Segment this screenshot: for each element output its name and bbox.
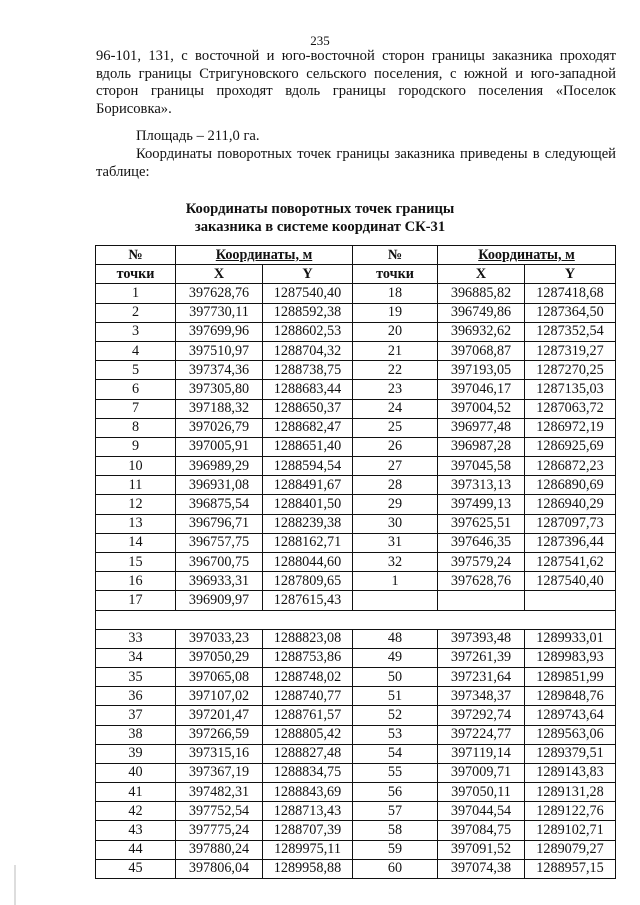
table-cell: 397752,54 bbox=[176, 802, 263, 821]
table-row bbox=[96, 783, 616, 802]
table-cell: 1287352,54 bbox=[525, 322, 616, 341]
table-cell: 1289143,83 bbox=[525, 763, 616, 782]
table-row bbox=[96, 553, 616, 572]
table-cell: 1288592,38 bbox=[263, 303, 353, 322]
table-cell: 397045,58 bbox=[438, 457, 525, 476]
table-cell: 1289131,28 bbox=[525, 783, 616, 802]
table-cell: 396931,08 bbox=[176, 476, 263, 495]
table-cell: 1287541,62 bbox=[525, 553, 616, 572]
table-cell: 397313,13 bbox=[438, 476, 525, 495]
table-cell: 7 bbox=[96, 399, 176, 418]
table-cell: 396989,29 bbox=[176, 457, 263, 476]
table-cell: 1 bbox=[353, 572, 438, 591]
table-row bbox=[96, 648, 616, 667]
table-cell: 397775,24 bbox=[176, 821, 263, 840]
page-number: 235 bbox=[310, 33, 330, 48]
table-cell: 397119,14 bbox=[438, 744, 525, 763]
table-cell: 1288834,75 bbox=[263, 763, 353, 782]
table-cell: 1287135,03 bbox=[525, 380, 616, 399]
table-cell: 397579,24 bbox=[438, 553, 525, 572]
table-cell: 1287364,50 bbox=[525, 303, 616, 322]
table-cell: 1287270,25 bbox=[525, 361, 616, 380]
table-cell: 51 bbox=[353, 687, 438, 706]
table-cell: 59 bbox=[353, 840, 438, 859]
table-cell: 397393,48 bbox=[438, 629, 525, 648]
table-cell: 3 bbox=[96, 322, 176, 341]
table-cell: 37 bbox=[96, 706, 176, 725]
table-cell: 1289563,06 bbox=[525, 725, 616, 744]
table-cell: 17 bbox=[96, 591, 176, 610]
table-cell: 397482,31 bbox=[176, 783, 263, 802]
table-cell: 13 bbox=[96, 514, 176, 533]
table-cell: 54 bbox=[353, 744, 438, 763]
table-cell: 397046,17 bbox=[438, 380, 525, 399]
header-x-left: X bbox=[176, 265, 263, 284]
table-cell: 38 bbox=[96, 725, 176, 744]
table-cell: 397367,19 bbox=[176, 763, 263, 782]
header-coords-right: Координаты, м bbox=[438, 246, 616, 265]
table-cell: 10 bbox=[96, 457, 176, 476]
table-cell: 397193,05 bbox=[438, 361, 525, 380]
header-y-left: Y bbox=[263, 265, 353, 284]
table-cell: 397050,11 bbox=[438, 783, 525, 802]
table-row bbox=[96, 840, 616, 859]
table-cell: 1288827,48 bbox=[263, 744, 353, 763]
table-cell: 1287319,27 bbox=[525, 341, 616, 360]
separator-cell bbox=[96, 610, 616, 629]
table-cell: 16 bbox=[96, 572, 176, 591]
table-cell: 397628,76 bbox=[438, 572, 525, 591]
table-row bbox=[96, 418, 616, 437]
table-cell: 1288738,75 bbox=[263, 361, 353, 380]
table-cell: 1288805,42 bbox=[263, 725, 353, 744]
table-cell: 396977,48 bbox=[438, 418, 525, 437]
table-cell: 29 bbox=[353, 495, 438, 514]
header-x-right: X bbox=[438, 265, 525, 284]
table-cell: 23 bbox=[353, 380, 438, 399]
table-cell: 33 bbox=[96, 629, 176, 648]
table-cell: 397005,91 bbox=[176, 437, 263, 456]
table-cell: 1288239,38 bbox=[263, 514, 353, 533]
table-cell: 397261,39 bbox=[438, 648, 525, 667]
table-cell: 397068,87 bbox=[438, 341, 525, 360]
table-cell: 48 bbox=[353, 629, 438, 648]
area-text: Площадь – 211,0 га. bbox=[136, 128, 260, 144]
table-cell: 58 bbox=[353, 821, 438, 840]
table-cell: 1289848,76 bbox=[525, 687, 616, 706]
table-cell: 25 bbox=[353, 418, 438, 437]
table-cell: 1288713,43 bbox=[263, 802, 353, 821]
table-cell: 396700,75 bbox=[176, 553, 263, 572]
table-cell: 1287396,44 bbox=[525, 533, 616, 552]
table-cell: 1289379,51 bbox=[525, 744, 616, 763]
table-cell: 2 bbox=[96, 303, 176, 322]
table-cell: 397806,04 bbox=[176, 859, 263, 878]
table-cell: 396885,82 bbox=[438, 284, 525, 303]
table-cell: 30 bbox=[353, 514, 438, 533]
header-y-right: Y bbox=[525, 265, 616, 284]
table-cell: 1288761,57 bbox=[263, 706, 353, 725]
table-title-line-2: заказника в системе координат СК-31 bbox=[194, 219, 446, 235]
table-cell: 1288823,08 bbox=[263, 629, 353, 648]
table-row bbox=[96, 284, 616, 303]
table-cell: 35 bbox=[96, 667, 176, 686]
table-row bbox=[96, 399, 616, 418]
table-cell: 56 bbox=[353, 783, 438, 802]
table-title-line-1: Координаты поворотных точек границы bbox=[185, 201, 455, 217]
table-cell: 27 bbox=[353, 457, 438, 476]
table-cell: 1289122,76 bbox=[525, 802, 616, 821]
table-cell: 397730,11 bbox=[176, 303, 263, 322]
table-row bbox=[96, 322, 616, 341]
table-cell: 1288162,71 bbox=[263, 533, 353, 552]
table-cell: 397266,59 bbox=[176, 725, 263, 744]
table-cell: 1289933,01 bbox=[525, 629, 616, 648]
table-cell: 32 bbox=[353, 553, 438, 572]
table-cell: 1289102,71 bbox=[525, 821, 616, 840]
table-cell: 1289079,27 bbox=[525, 840, 616, 859]
table-cell: 45 bbox=[96, 859, 176, 878]
table-cell: 1289851,99 bbox=[525, 667, 616, 686]
table-cell: 397315,16 bbox=[176, 744, 263, 763]
table-cell: 397044,54 bbox=[438, 802, 525, 821]
table-cell: 8 bbox=[96, 418, 176, 437]
table-cell: 397004,52 bbox=[438, 399, 525, 418]
table-cell: 1288843,69 bbox=[263, 783, 353, 802]
table-cell: 1288707,39 bbox=[263, 821, 353, 840]
table-cell: 1289983,93 bbox=[525, 648, 616, 667]
header-num-left: № bbox=[96, 246, 176, 265]
table-cell: 1286972,19 bbox=[525, 418, 616, 437]
header-points-left: точки bbox=[96, 265, 176, 284]
table-cell: 397646,35 bbox=[438, 533, 525, 552]
table-row bbox=[96, 763, 616, 782]
table-cell: 52 bbox=[353, 706, 438, 725]
table-cell: 21 bbox=[353, 341, 438, 360]
table-cell: 397026,79 bbox=[176, 418, 263, 437]
table-cell: 1286925,69 bbox=[525, 437, 616, 456]
table-cell: 1288602,53 bbox=[263, 322, 353, 341]
table-cell: 397224,77 bbox=[438, 725, 525, 744]
table-cell: 1289743,64 bbox=[525, 706, 616, 725]
table-cell: 397084,75 bbox=[438, 821, 525, 840]
coordinates-table bbox=[95, 245, 616, 879]
table-cell: 55 bbox=[353, 763, 438, 782]
table-cell: 1288704,32 bbox=[263, 341, 353, 360]
table-cell: 1288753,86 bbox=[263, 648, 353, 667]
scan-edge-mark bbox=[14, 865, 16, 905]
header-num-right: № bbox=[353, 246, 438, 265]
table-cell: 1 bbox=[96, 284, 176, 303]
table-cell: 1288044,60 bbox=[263, 553, 353, 572]
table-cell: 28 bbox=[353, 476, 438, 495]
table-cell: 1288748,02 bbox=[263, 667, 353, 686]
paragraph-table-intro: Координаты поворотных точек границы заказника приведены в следующей таблице: bbox=[96, 146, 616, 180]
table-cell: 40 bbox=[96, 763, 176, 782]
table-cell: 18 bbox=[353, 284, 438, 303]
table-cell: 26 bbox=[353, 437, 438, 456]
header-coords-left: Координаты, м bbox=[176, 246, 353, 265]
table-cell: 396749,86 bbox=[438, 303, 525, 322]
table-row bbox=[96, 629, 616, 648]
table-cell: 12 bbox=[96, 495, 176, 514]
table-cell: 53 bbox=[353, 725, 438, 744]
table-cell: 34 bbox=[96, 648, 176, 667]
table-cell: 397880,24 bbox=[176, 840, 263, 859]
table-cell: 397625,51 bbox=[438, 514, 525, 533]
table-cell: 1288683,44 bbox=[263, 380, 353, 399]
table-cell: 6 bbox=[96, 380, 176, 399]
table-cell: 50 bbox=[353, 667, 438, 686]
table-row bbox=[96, 303, 616, 322]
table-cell: 43 bbox=[96, 821, 176, 840]
table-row bbox=[96, 572, 616, 591]
table-cell: 397050,29 bbox=[176, 648, 263, 667]
table-cell: 14 bbox=[96, 533, 176, 552]
table-cell: 9 bbox=[96, 437, 176, 456]
table-cell: 20 bbox=[353, 322, 438, 341]
table-cell: 397188,32 bbox=[176, 399, 263, 418]
table-cell: 397065,08 bbox=[176, 667, 263, 686]
table-cell: 397009,71 bbox=[438, 763, 525, 782]
table-cell: 397348,37 bbox=[438, 687, 525, 706]
table-cell: 1289975,11 bbox=[263, 840, 353, 859]
table-row bbox=[96, 687, 616, 706]
header-points-right: точки bbox=[353, 265, 438, 284]
table-row bbox=[96, 495, 616, 514]
table-row bbox=[96, 744, 616, 763]
table-cell: 396987,28 bbox=[438, 437, 525, 456]
table-cell: 397305,80 bbox=[176, 380, 263, 399]
table-cell: 1288651,40 bbox=[263, 437, 353, 456]
table-cell: 1287540,40 bbox=[525, 572, 616, 591]
table-row bbox=[96, 821, 616, 840]
table-cell: 397033,23 bbox=[176, 629, 263, 648]
table-row bbox=[96, 514, 616, 533]
table-cell: 36 bbox=[96, 687, 176, 706]
table-cell: 397499,13 bbox=[438, 495, 525, 514]
table-cell: 397231,64 bbox=[438, 667, 525, 686]
table-cell: 397292,74 bbox=[438, 706, 525, 725]
table-cell: 1287809,65 bbox=[263, 572, 353, 591]
table-cell: 1288594,54 bbox=[263, 457, 353, 476]
table-cell: 396875,54 bbox=[176, 495, 263, 514]
table-cell: 397201,47 bbox=[176, 706, 263, 725]
table-cell: 397374,36 bbox=[176, 361, 263, 380]
table-cell: 5 bbox=[96, 361, 176, 380]
table-cell: 1287063,72 bbox=[525, 399, 616, 418]
table-cell: 60 bbox=[353, 859, 438, 878]
table-cell: 1287418,68 bbox=[525, 284, 616, 303]
table-cell: 22 bbox=[353, 361, 438, 380]
table-cell: 396933,31 bbox=[176, 572, 263, 591]
table-cell: 397074,38 bbox=[438, 859, 525, 878]
table-cell: 31 bbox=[353, 533, 438, 552]
table-row bbox=[96, 437, 616, 456]
table-cell: 397699,96 bbox=[176, 322, 263, 341]
table-cell: 44 bbox=[96, 840, 176, 859]
table-cell: 1287615,43 bbox=[263, 591, 353, 610]
table-cell: 39 bbox=[96, 744, 176, 763]
table-cell: 24 bbox=[353, 399, 438, 418]
table-cell: 1288957,15 bbox=[525, 859, 616, 878]
table-row bbox=[96, 591, 616, 610]
table-separator-row bbox=[96, 610, 616, 629]
table-cell: 19 bbox=[353, 303, 438, 322]
paragraph-boundary-description: 96-101, 131, с восточной и юго-восточной сторон границы заказника проходят вдоль границы Стригуновского сельского поселения, с южной и юго-западной сторон границы проходят вдоль границы городского поселения «Поселок Борисовка». bbox=[96, 48, 616, 117]
table-cell bbox=[438, 591, 525, 610]
table-cell: 4 bbox=[96, 341, 176, 360]
table-row bbox=[96, 706, 616, 725]
table-cell: 49 bbox=[353, 648, 438, 667]
table-cell: 1286890,69 bbox=[525, 476, 616, 495]
table-cell: 1287097,73 bbox=[525, 514, 616, 533]
table-row bbox=[96, 667, 616, 686]
table-row bbox=[96, 802, 616, 821]
table-cell: 1286940,29 bbox=[525, 495, 616, 514]
table-title bbox=[0, 200, 640, 236]
table-row bbox=[96, 361, 616, 380]
table-row bbox=[96, 341, 616, 360]
table-row bbox=[96, 457, 616, 476]
table-cell: 397510,97 bbox=[176, 341, 263, 360]
table-cell: 397107,02 bbox=[176, 687, 263, 706]
table-cell: 41 bbox=[96, 783, 176, 802]
table-cell: 396932,62 bbox=[438, 322, 525, 341]
table-cell: 396757,75 bbox=[176, 533, 263, 552]
table-cell: 1288491,67 bbox=[263, 476, 353, 495]
table-cell: 11 bbox=[96, 476, 176, 495]
table-cell: 397628,76 bbox=[176, 284, 263, 303]
table-cell: 1288682,47 bbox=[263, 418, 353, 437]
table-cell: 42 bbox=[96, 802, 176, 821]
table-cell bbox=[353, 591, 438, 610]
table-cell: 397091,52 bbox=[438, 840, 525, 859]
table-cell: 1288401,50 bbox=[263, 495, 353, 514]
table-cell: 1287540,40 bbox=[263, 284, 353, 303]
table-cell: 1289958,88 bbox=[263, 859, 353, 878]
table-row bbox=[96, 533, 616, 552]
table-cell: 15 bbox=[96, 553, 176, 572]
table-row bbox=[96, 476, 616, 495]
table-cell bbox=[525, 591, 616, 610]
table-cell: 396909,97 bbox=[176, 591, 263, 610]
table-cell: 1288650,37 bbox=[263, 399, 353, 418]
table-cell: 1286872,23 bbox=[525, 457, 616, 476]
table-cell: 57 bbox=[353, 802, 438, 821]
table-row bbox=[96, 380, 616, 399]
table-row bbox=[96, 859, 616, 878]
table-row bbox=[96, 725, 616, 744]
table-cell: 1288740,77 bbox=[263, 687, 353, 706]
table-cell: 396796,71 bbox=[176, 514, 263, 533]
